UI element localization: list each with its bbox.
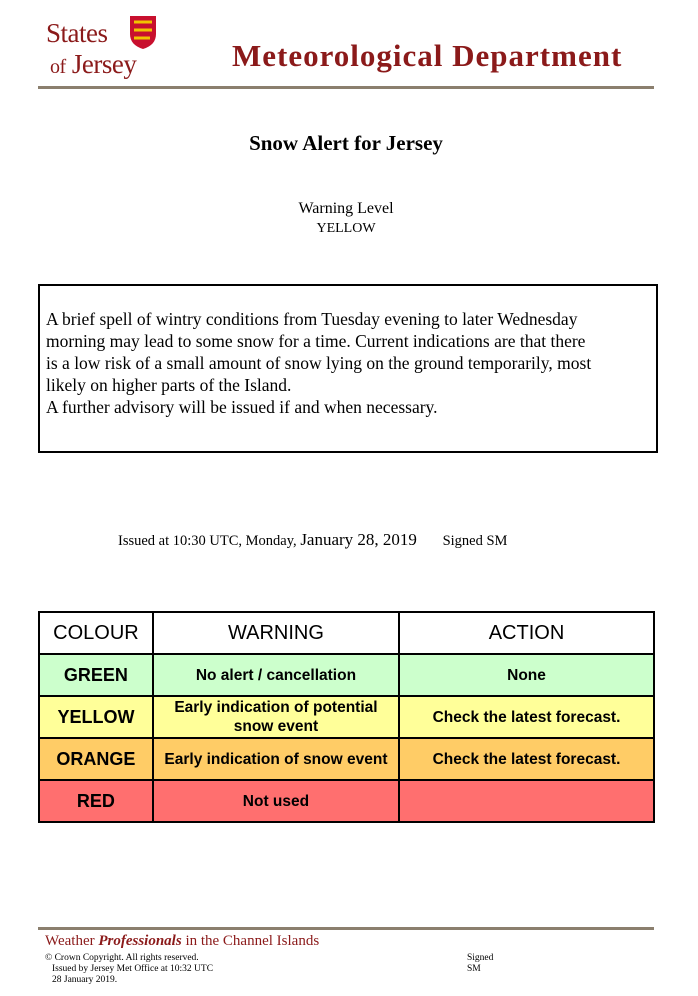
row-colour: GREEN — [39, 654, 153, 696]
logo-text-states: States — [46, 18, 108, 48]
row-colour: RED — [39, 780, 153, 822]
issued-line — [118, 530, 507, 550]
footer-issued-by: Issued by Jersey Met Office at 10:32 UTC — [52, 964, 214, 974]
table-row — [39, 738, 654, 780]
row-action: None — [399, 654, 654, 696]
row-warning: No alert / cancellation — [153, 654, 399, 696]
footer-date: 28 January 2019. — [52, 975, 118, 985]
row-warning: Early indication of potential snow event — [153, 696, 399, 738]
logo-text-jersey: Jersey — [71, 49, 137, 79]
footer-copyright: © Crown Copyright. All rights reserved. — [45, 953, 199, 963]
issued-signed: Signed SM — [442, 533, 508, 549]
message-line: likely on higher parts of the Island. — [46, 375, 292, 395]
department-title: Meteorological Department — [232, 38, 623, 73]
header-divider — [38, 86, 654, 89]
issued-prefix: Issued at 10:30 UTC, Monday, — [118, 533, 297, 549]
tagline-post: in the Channel Islands — [181, 933, 320, 949]
row-colour: ORANGE — [39, 738, 153, 780]
logo-text-of: of — [50, 56, 66, 78]
row-warning: Not used — [153, 780, 399, 822]
table-header-row — [39, 612, 654, 654]
warning-legend-table — [38, 611, 655, 823]
warning-level-value: YELLOW — [316, 221, 376, 236]
message-line: A brief spell of wintry conditions from Tuesday evening to later Wednesday — [46, 309, 578, 329]
issued-date: January 28, 2019 — [300, 530, 417, 549]
tagline-emphasis: Professionals — [98, 933, 182, 949]
message-line: morning may lead to some snow for a time. Current indications are that there — [46, 331, 586, 351]
message-line: A further advisory will be issued if and when necessary. — [46, 397, 438, 417]
table-row — [39, 654, 654, 696]
footer-signed-label: Signed — [467, 953, 494, 963]
footer-signed-initials: SM — [467, 964, 481, 974]
header-colour: COLOUR — [39, 612, 153, 654]
warning-level-label: Warning Level — [298, 200, 394, 217]
footer-divider — [38, 927, 654, 930]
logo-text-of-jersey — [50, 51, 136, 81]
jersey-shield-icon — [128, 14, 158, 50]
row-action — [399, 780, 654, 822]
header-action: ACTION — [399, 612, 654, 654]
alert-message-box — [38, 284, 658, 453]
footer-tagline — [45, 933, 319, 950]
table-row — [39, 780, 654, 822]
row-action: Check the latest forecast. — [399, 696, 654, 738]
states-of-jersey-logo — [46, 14, 161, 80]
table-row — [39, 696, 654, 738]
message-line: is a low risk of a small amount of snow lying on the ground temporarily, most — [46, 353, 592, 373]
tagline-pre: Weather — [45, 933, 99, 949]
header-warning: WARNING — [153, 612, 399, 654]
row-colour: YELLOW — [39, 696, 153, 738]
row-warning: Early indication of snow event — [153, 738, 399, 780]
alert-title: Snow Alert for Jersey — [249, 131, 443, 155]
row-action: Check the latest forecast. — [399, 738, 654, 780]
